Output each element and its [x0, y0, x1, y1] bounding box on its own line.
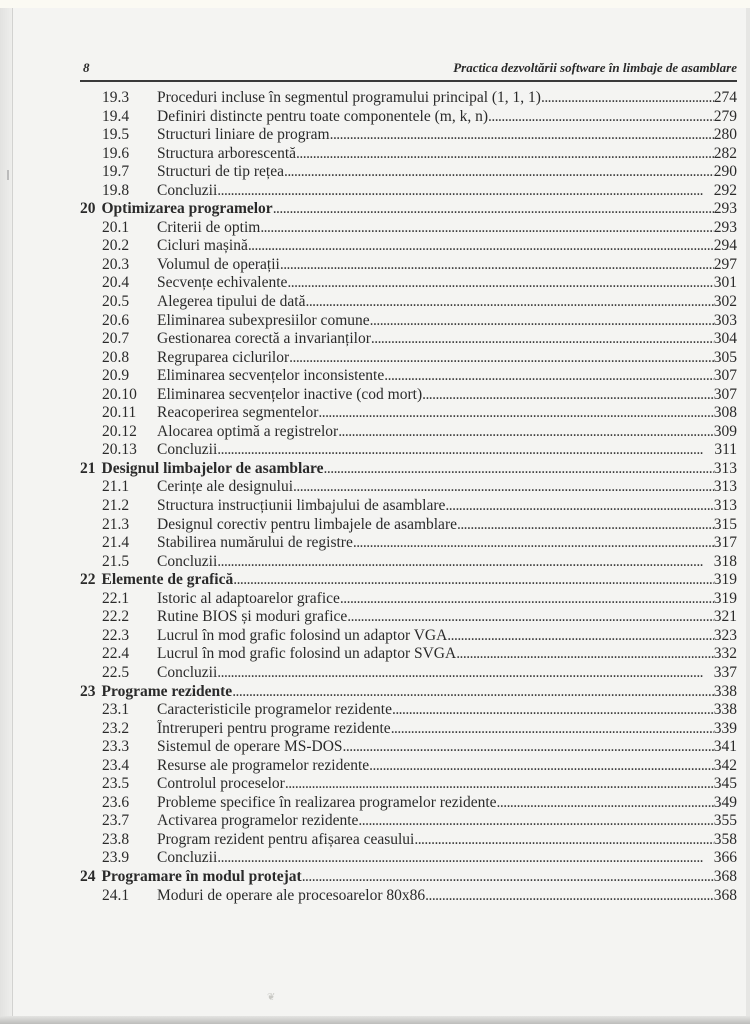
toc-entry-number: 20.4	[102, 274, 130, 292]
toc-entry-number: 22.2	[102, 608, 130, 626]
toc-entry-page: 345	[713, 775, 737, 793]
toc-entry-title: Regruparea ciclurilor	[157, 348, 290, 366]
toc-entry-title: Eliminarea secvențelor inconsistente	[157, 367, 385, 385]
toc-entry-title: Proceduri incluse în segmentul programului principal (1, 1, 1)	[157, 89, 541, 106]
toc-section-row	[80, 794, 737, 813]
toc-section-row	[80, 404, 737, 423]
toc-section-row	[80, 330, 737, 349]
dot-leader	[217, 182, 713, 201]
toc-entry-page: 341	[713, 738, 737, 756]
toc-entry-page: 307	[713, 367, 737, 385]
toc-section-row	[80, 256, 737, 275]
toc-section-row	[80, 608, 737, 627]
toc-entry-page: 355	[713, 812, 737, 830]
toc-entry-page: 309	[713, 422, 737, 440]
dot-leader	[541, 89, 714, 108]
toc-entry-number: 20.3	[102, 255, 130, 273]
toc-entry-number: 23.8	[102, 830, 130, 848]
toc-entry-page: 366	[713, 849, 737, 867]
dot-leader	[330, 126, 714, 145]
toc-entry-title: Concluzii	[157, 181, 218, 199]
toc-section-row	[80, 738, 737, 757]
toc-entry-number: 19.8	[102, 181, 130, 199]
toc-section-row	[80, 478, 737, 497]
dot-leader	[456, 645, 714, 664]
toc-entry-title: Reacoperirea segmentelor	[157, 404, 319, 422]
toc-entry-page: 368	[713, 867, 737, 885]
toc-entry-page: 337	[713, 663, 737, 681]
dot-leader	[497, 794, 714, 813]
table-of-contents	[80, 89, 737, 905]
toc-section-row	[80, 497, 737, 516]
toc-entry-page: 308	[713, 404, 737, 422]
dot-leader	[285, 775, 714, 794]
toc-entry-number: 22.1	[102, 589, 130, 607]
dot-leader	[217, 664, 713, 683]
toc-entry-number: 19.4	[102, 107, 130, 125]
scan-artifact	[7, 170, 9, 180]
toc-entry-page: 302	[713, 293, 737, 311]
toc-entry-title: Concluzii	[157, 663, 218, 681]
toc-entry-title: Structuri liniare de program	[157, 126, 330, 144]
toc-entry-number: 24	[80, 867, 96, 885]
dot-leader	[273, 200, 714, 219]
toc-section-row	[80, 757, 737, 776]
toc-section-row	[80, 163, 737, 182]
toc-chapter-row	[80, 868, 737, 887]
page-top-edge	[0, 0, 750, 8]
toc-entry-page: 319	[713, 571, 737, 589]
toc-entry-page: 282	[713, 144, 737, 162]
toc-entry-page: 323	[713, 626, 737, 644]
toc-entry-title: Structura arborescentă	[157, 144, 297, 162]
toc-entry-number: 21	[80, 459, 96, 477]
toc-entry-page: 313	[713, 459, 737, 477]
toc-entry-title: Optimizarea programelor	[101, 200, 273, 218]
dot-leader	[293, 478, 714, 497]
toc-section-row	[80, 367, 737, 386]
toc-section-row	[80, 590, 737, 609]
toc-entry-title: Sistemul de operare MS-DOS	[157, 738, 343, 756]
dot-leader	[488, 108, 714, 127]
toc-chapter-row	[80, 683, 737, 702]
toc-section-row	[80, 645, 737, 664]
dot-leader	[445, 497, 713, 516]
dot-leader	[260, 219, 713, 238]
page-right-edge	[746, 8, 750, 1018]
toc-entry-title: Moduri de operare ale procesoarelor 80x86	[157, 886, 426, 904]
toc-entry-number: 23.5	[102, 775, 130, 793]
toc-entry-number: 21.5	[102, 552, 130, 570]
toc-entry-number: 20.11	[102, 404, 137, 422]
toc-entry-number: 21.3	[102, 515, 130, 533]
dot-leader	[287, 274, 713, 293]
toc-entry-page: 315	[713, 515, 737, 533]
page-bottom-edge	[0, 1016, 750, 1024]
toc-entry-page: 311	[714, 441, 737, 459]
toc-entry-number: 21.2	[102, 497, 130, 515]
toc-entry-number: 23.6	[102, 793, 130, 811]
toc-entry-title: Structuri de tip rețea	[157, 163, 284, 181]
dot-leader	[338, 423, 714, 442]
toc-entry-number: 20.6	[102, 311, 130, 329]
toc-entry-number: 23.1	[102, 701, 130, 719]
scan-artifact-mark: ❦	[267, 992, 276, 1003]
toc-section-row	[80, 423, 737, 442]
dot-leader	[217, 441, 714, 460]
toc-entry-title: Întreruperi pentru programe rezidente	[157, 719, 391, 737]
toc-entry-title: Secvențe echivalente	[157, 274, 288, 292]
toc-entry-title: Concluzii	[157, 441, 218, 459]
toc-entry-title: Stabilirea numărului de registre	[157, 534, 353, 552]
toc-entry-title: Controlul proceselor	[157, 775, 285, 793]
dot-leader	[370, 312, 714, 331]
toc-entry-page: 305	[713, 348, 737, 366]
toc-entry-page: 293	[713, 218, 737, 236]
dot-leader	[391, 720, 714, 739]
toc-section-row	[80, 534, 737, 553]
toc-entry-number: 19.5	[102, 126, 130, 144]
toc-entry-page: 303	[713, 311, 737, 329]
toc-entry-page: 307	[713, 385, 737, 403]
toc-section-row	[80, 386, 737, 405]
toc-entry-number: 20	[80, 200, 96, 218]
dot-leader	[232, 683, 714, 702]
dot-leader	[280, 256, 714, 275]
toc-entry-number: 20.7	[102, 330, 130, 348]
toc-entry-number: 23	[80, 682, 96, 700]
toc-section-row	[80, 219, 737, 238]
toc-entry-page: 274	[713, 89, 737, 106]
toc-section-row	[80, 145, 737, 164]
toc-entry-page: 339	[713, 719, 737, 737]
toc-entry-page: 332	[713, 645, 737, 663]
dot-leader	[233, 571, 714, 590]
dot-leader	[217, 849, 713, 868]
toc-entry-page: 319	[713, 589, 737, 607]
toc-entry-title: Probleme specifice în realizarea programelor rezidente	[157, 793, 497, 811]
toc-entry-number: 23.4	[102, 756, 130, 774]
toc-entry-number: 23.9	[102, 849, 130, 867]
toc-entry-page: 368	[713, 886, 737, 904]
dot-leader	[422, 386, 714, 405]
toc-entry-title: Elemente de grafică	[101, 571, 234, 589]
toc-entry-title: Volumul de operații	[157, 255, 280, 273]
toc-entry-number: 20.9	[102, 367, 130, 385]
toc-entry-page: 318	[713, 552, 737, 570]
toc-section-row	[80, 349, 737, 368]
toc-section-row	[80, 108, 737, 127]
toc-entry-title: Cicluri mașină	[157, 237, 248, 255]
toc-entry-page: 338	[713, 701, 737, 719]
toc-entry-number: 23.3	[102, 738, 130, 756]
dot-leader	[353, 534, 714, 553]
toc-entry-page: 358	[713, 830, 737, 848]
dot-leader	[343, 738, 714, 757]
dot-leader	[289, 349, 714, 368]
toc-entry-title: Gestionarea corectă a invarianților	[157, 330, 371, 348]
dot-leader	[384, 367, 714, 386]
toc-entry-title: Lucrul în mod grafic folosind un adaptor SVGA	[157, 645, 457, 663]
toc-section-row	[80, 812, 737, 831]
toc-section-row	[80, 553, 737, 572]
toc-entry-title: Concluzii	[157, 849, 218, 867]
toc-entry-page: 290	[713, 163, 737, 181]
toc-entry-number: 23.7	[102, 812, 130, 830]
toc-entry-page: 297	[713, 255, 737, 273]
dot-leader	[447, 627, 713, 646]
toc-entry-page: 293	[713, 200, 737, 218]
toc-entry-title: Activarea programelor rezidente	[157, 812, 359, 830]
toc-entry-number: 20.12	[102, 422, 137, 440]
toc-section-row	[80, 274, 737, 293]
toc-entry-title: Programe rezidente	[101, 682, 233, 700]
page-binding-edge	[0, 8, 12, 1018]
toc-entry-page: 280	[713, 126, 737, 144]
toc-entry-page: 279	[713, 107, 737, 125]
toc-entry-title: Lucrul în mod grafic folosind un adaptor VGA	[157, 626, 448, 644]
toc-entry-number: 22.4	[102, 645, 130, 663]
toc-entry-number: 20.1	[102, 218, 130, 236]
toc-entry-page: 304	[713, 330, 737, 348]
toc-section-row	[80, 126, 737, 145]
dot-leader	[414, 831, 713, 850]
page-number: 8	[83, 60, 90, 75]
toc-section-row	[80, 720, 737, 739]
toc-entry-title: Concluzii	[157, 552, 218, 570]
toc-entry-number: 20.5	[102, 293, 130, 311]
dot-leader	[369, 757, 714, 776]
toc-entry-number: 21.4	[102, 534, 130, 552]
toc-entry-title: Caracteristicile programelor rezidente	[157, 701, 392, 719]
toc-entry-title: Alocarea optimă a registrelor	[157, 422, 339, 440]
toc-section-row	[80, 312, 737, 331]
toc-entry-title: Alegerea tipului de dată	[157, 293, 306, 311]
dot-leader	[248, 237, 714, 256]
toc-entry-page: 349	[713, 793, 737, 811]
dot-leader	[318, 404, 713, 423]
page-binding-line	[12, 8, 13, 1018]
toc-entry-page: 317	[713, 534, 737, 552]
toc-entry-page: 292	[713, 181, 737, 199]
dot-leader	[371, 330, 714, 349]
toc-section-row	[80, 887, 737, 906]
dot-leader	[358, 812, 713, 831]
toc-entry-title: Definiri distincte pentru toate componentele (m, k, n)	[157, 107, 488, 125]
toc-entry-title: Designul limbajelor de asamblare	[101, 459, 324, 477]
toc-entry-page: 313	[713, 478, 737, 496]
toc-entry-title: Cerințe ale designului	[157, 478, 294, 496]
toc-entry-number: 22.3	[102, 626, 130, 644]
toc-entry-title: Structura instrucțiunii limbajului de asamblare	[157, 497, 446, 515]
toc-entry-number: 20.13	[102, 441, 137, 459]
toc-entry-number: 20.10	[102, 385, 137, 403]
toc-chapter-row	[80, 200, 737, 219]
toc-entry-page: 338	[713, 682, 737, 700]
toc-entry-number: 22	[80, 571, 96, 589]
toc-section-row	[80, 664, 737, 683]
toc-entry-number: 20.8	[102, 348, 130, 366]
toc-section-row	[80, 701, 737, 720]
toc-entry-page: 342	[713, 756, 737, 774]
toc-chapter-row	[80, 571, 737, 590]
toc-chapter-row	[80, 460, 737, 479]
toc-entry-title: Eliminarea secvențelor inactive (cod mort)	[157, 385, 423, 403]
toc-section-row	[80, 775, 737, 794]
toc-entry-title: Istoric al adaptoarelor grafice	[157, 589, 340, 607]
toc-section-row	[80, 831, 737, 850]
toc-entry-page: 313	[713, 497, 737, 515]
toc-section-row	[80, 237, 737, 256]
toc-entry-title: Designul corectiv pentru limbajele de asamblare	[157, 515, 457, 533]
dot-leader	[217, 553, 713, 572]
toc-entry-title: Program rezident pentru afișarea ceasului	[157, 830, 415, 848]
toc-entry-title: Eliminarea subexpresiilor comune	[157, 311, 370, 329]
toc-entry-title: Programare în modul protejat	[101, 867, 302, 885]
dot-leader	[425, 887, 714, 906]
toc-entry-page: 301	[713, 274, 737, 292]
toc-entry-number: 20.2	[102, 237, 130, 255]
toc-entry-number: 19.3	[102, 89, 130, 106]
toc-section-row	[80, 182, 737, 201]
toc-entry-page: 294	[713, 237, 737, 255]
toc-section-row	[80, 516, 737, 535]
toc-section-row	[80, 441, 737, 460]
toc-entry-number: 19.6	[102, 144, 130, 162]
dot-leader	[392, 701, 714, 720]
toc-entry-number: 19.7	[102, 163, 130, 181]
toc-entry-number: 22.5	[102, 663, 130, 681]
toc-entry-page: 321	[713, 608, 737, 626]
toc-section-row	[80, 89, 737, 108]
running-header	[80, 60, 737, 82]
dot-leader	[284, 163, 714, 182]
toc-section-row	[80, 627, 737, 646]
toc-entry-number: 23.2	[102, 719, 130, 737]
dot-leader	[324, 460, 714, 479]
toc-section-row	[80, 293, 737, 312]
dot-leader	[457, 516, 714, 535]
toc-entry-title: Rutine BIOS și moduri grafice	[157, 608, 348, 626]
dot-leader	[347, 608, 713, 627]
toc-entry-title: Resurse ale programelor rezidente	[157, 756, 370, 774]
toc-entry-title: Criterii de optim	[157, 218, 261, 236]
toc-entry-number: 21.1	[102, 478, 130, 496]
toc-section-row	[80, 849, 737, 868]
dot-leader	[305, 293, 713, 312]
toc-entry-number: 24.1	[102, 886, 130, 904]
dot-leader	[302, 868, 714, 887]
dot-leader	[296, 145, 714, 164]
book-title: Practica dezvoltării software în limbaje de asamblare	[453, 60, 737, 75]
dot-leader	[340, 590, 714, 609]
